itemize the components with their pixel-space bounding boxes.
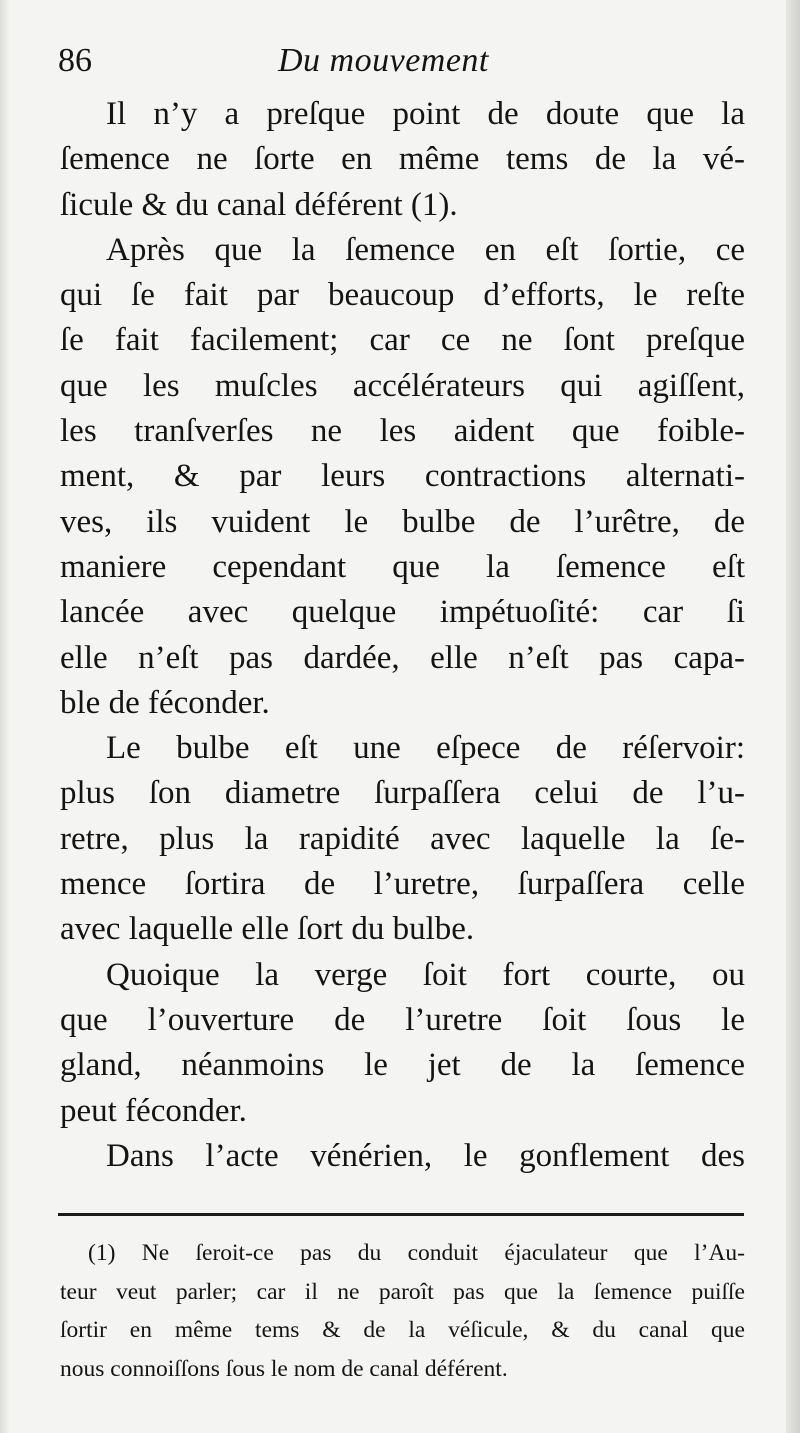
text-line: ſemence ne ſorte en même tems de la vé-	[60, 141, 745, 178]
footnote-line: (1) Ne ſeroit-ce pas du conduit éjaculateur que l’Au-	[88, 1240, 745, 1266]
text-line: Dans l’acte vénérien, le gonflement des	[106, 1137, 745, 1174]
footnote-line: ſortir en même tems & de la véſicule, & du canal que	[60, 1317, 745, 1343]
text-line: ſicule & du canal déférent (1).	[60, 186, 458, 223]
text-line: ves, ils vuident le bulbe de l’urêtre, de	[60, 503, 745, 540]
text-line: ſe fait facilement; car ce ne ſont preſque	[60, 322, 745, 359]
running-head: Du mouvement	[278, 42, 489, 79]
text-line: peut féconder.	[60, 1092, 247, 1129]
page-left-edge	[0, 0, 10, 1433]
footnote	[60, 1234, 745, 1388]
page-header	[58, 36, 748, 86]
text-line: avec laquelle elle ſort du bulbe.	[60, 911, 475, 948]
text-line: ment, & par leurs contractions alternati-	[60, 458, 745, 495]
body-text	[60, 92, 745, 1179]
text-line: lancée avec quelque impétuoſité: car ſi	[60, 594, 745, 631]
footnote-line: teur veut parler; car il ne paroît pas que la ſemence puiſſe	[60, 1278, 745, 1305]
text-line: plus ſon diametre ſurpaſſera celui de l’u-	[60, 775, 745, 812]
text-line: les tranſverſes ne les aident que foible-	[60, 413, 745, 450]
footnote-separator-rule	[58, 1213, 744, 1216]
text-line: Le bulbe eſt une eſpece de réſervoir:	[106, 730, 745, 767]
text-line: gland, néanmoins le jet de la ſemence	[60, 1047, 745, 1084]
text-line: Il n’y a preſque point de doute que la	[106, 96, 745, 132]
text-line: Quoique la verge ſoit fort courte, ou	[106, 956, 745, 993]
text-line: mence ſortira de l’uretre, ſurpaſſera celle	[60, 866, 745, 903]
text-line: elle n’eſt pas dardée, elle n’eſt pas capa-	[60, 639, 745, 676]
page-right-edge	[786, 0, 800, 1433]
text-line: que les muſcles accélérateurs qui agiſſent,	[60, 367, 745, 404]
text-line: ble de féconder.	[60, 684, 270, 721]
footnote-line: nous connoiſſons ſous le nom de canal déférent.	[60, 1355, 508, 1382]
text-line: que l’ouverture de l’uretre ſoit ſous le	[60, 1001, 745, 1038]
text-line: retre, plus la rapidité avec laquelle la ſe-	[60, 820, 745, 857]
text-line: maniere cependant que la ſemence eſt	[60, 548, 745, 585]
text-line: qui ſe fait par beaucoup d’efforts, le reſte	[60, 277, 745, 314]
text-line: Après que la ſemence en eſt ſortie, ce	[106, 231, 745, 268]
page-number: 86	[58, 42, 92, 79]
